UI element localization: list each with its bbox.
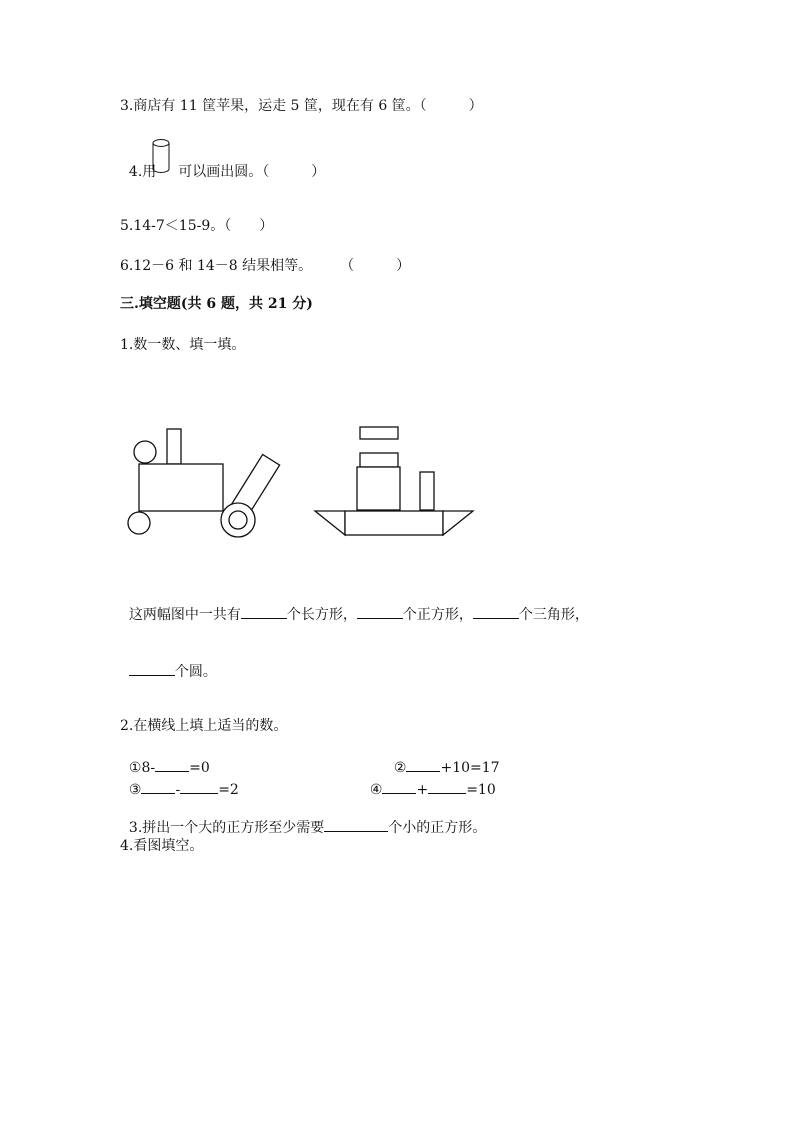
answer-blank-rectangles[interactable] — [241, 604, 287, 619]
q1-text-d: 个三角形， — [518, 607, 589, 623]
q3-blank[interactable] — [324, 817, 388, 832]
q1-text-e: 个圆。 — [174, 664, 217, 680]
answer-blank-circles[interactable] — [129, 661, 175, 676]
tractor-head-circle — [134, 441, 156, 463]
fill-question-4-title: 4.看图填空。 — [120, 838, 204, 854]
judge-question-4-prefix: 4.用 — [128, 164, 157, 180]
boat-figure — [315, 427, 473, 535]
tractor-figure — [128, 429, 280, 537]
judge-question-6: 6.12－6 和 14－8 结果相等。 （ ） — [120, 258, 411, 274]
section-title: 三.填空题(共 6 题，共 21 分) — [120, 296, 313, 312]
boat-mast-rect — [420, 472, 434, 510]
judge-question-3: 3.商店有 11 筐苹果，运走 5 筐，现在有 6 筐。（ ） — [120, 98, 483, 114]
q2-item-3 — [120, 759, 239, 800]
q2-4-blank-a[interactable] — [382, 779, 416, 794]
q2-2-suffix: +10=17 — [440, 760, 500, 776]
q2-1-suffix: =0 — [189, 760, 210, 776]
tractor-big-wheel-inner — [229, 511, 247, 529]
boat-right-triangle — [443, 511, 473, 535]
q2-4-operator: + — [416, 782, 429, 798]
q1-text-a: 这两幅图中一共有 — [128, 607, 241, 623]
answer-blank-squares[interactable] — [357, 604, 403, 619]
judge-question-4-suffix: 可以画出圆。（ ） — [178, 164, 326, 180]
boat-top-rect — [360, 427, 398, 439]
q1-text-b: 个长方形， — [286, 607, 357, 623]
fill-question-1-line-1 — [120, 584, 589, 625]
tractor-body-rect — [139, 464, 223, 511]
fill-question-1-title: 1.数一数、填一填。 — [120, 337, 246, 353]
q2-4-suffix: =10 — [466, 782, 496, 798]
shapes-figure — [120, 420, 480, 545]
q2-1-prefix: ①8- — [128, 760, 156, 776]
tractor-small-wheel — [128, 512, 150, 534]
q2-3-blank-b[interactable] — [180, 779, 218, 794]
answer-blank-triangles[interactable] — [473, 604, 519, 619]
boat-hull-rect — [345, 511, 443, 535]
boat-middle-rect — [360, 453, 398, 467]
q1-text-c: 个正方形， — [402, 607, 473, 623]
q2-3-prefix: ③ — [128, 782, 142, 798]
tractor-chimney-rect — [167, 429, 181, 464]
q2-3-blank-a[interactable] — [141, 779, 175, 794]
q3-prefix: 3.拼出一个大的正方形至少需要 — [128, 820, 325, 836]
q2-4-blank-b[interactable] — [428, 779, 466, 794]
q2-item-4 — [361, 759, 496, 800]
q2-2-prefix: ② — [393, 760, 407, 776]
boat-cabin-square — [357, 467, 400, 510]
q2-3-operator: - — [175, 782, 181, 798]
judge-question-5: 5.14-7＜15-9。（ ） — [120, 218, 274, 234]
boat-left-triangle — [315, 511, 345, 535]
fill-question-1-line-2 — [120, 641, 217, 682]
fill-question-2-title: 2.在横线上填上适当的数。 — [120, 718, 288, 734]
q2-4-prefix: ④ — [369, 782, 383, 798]
q2-3-suffix: =2 — [218, 782, 239, 798]
q3-suffix: 个小的正方形。 — [388, 820, 487, 836]
cylinder-icon — [150, 138, 172, 174]
fill-question-3 — [120, 797, 486, 838]
